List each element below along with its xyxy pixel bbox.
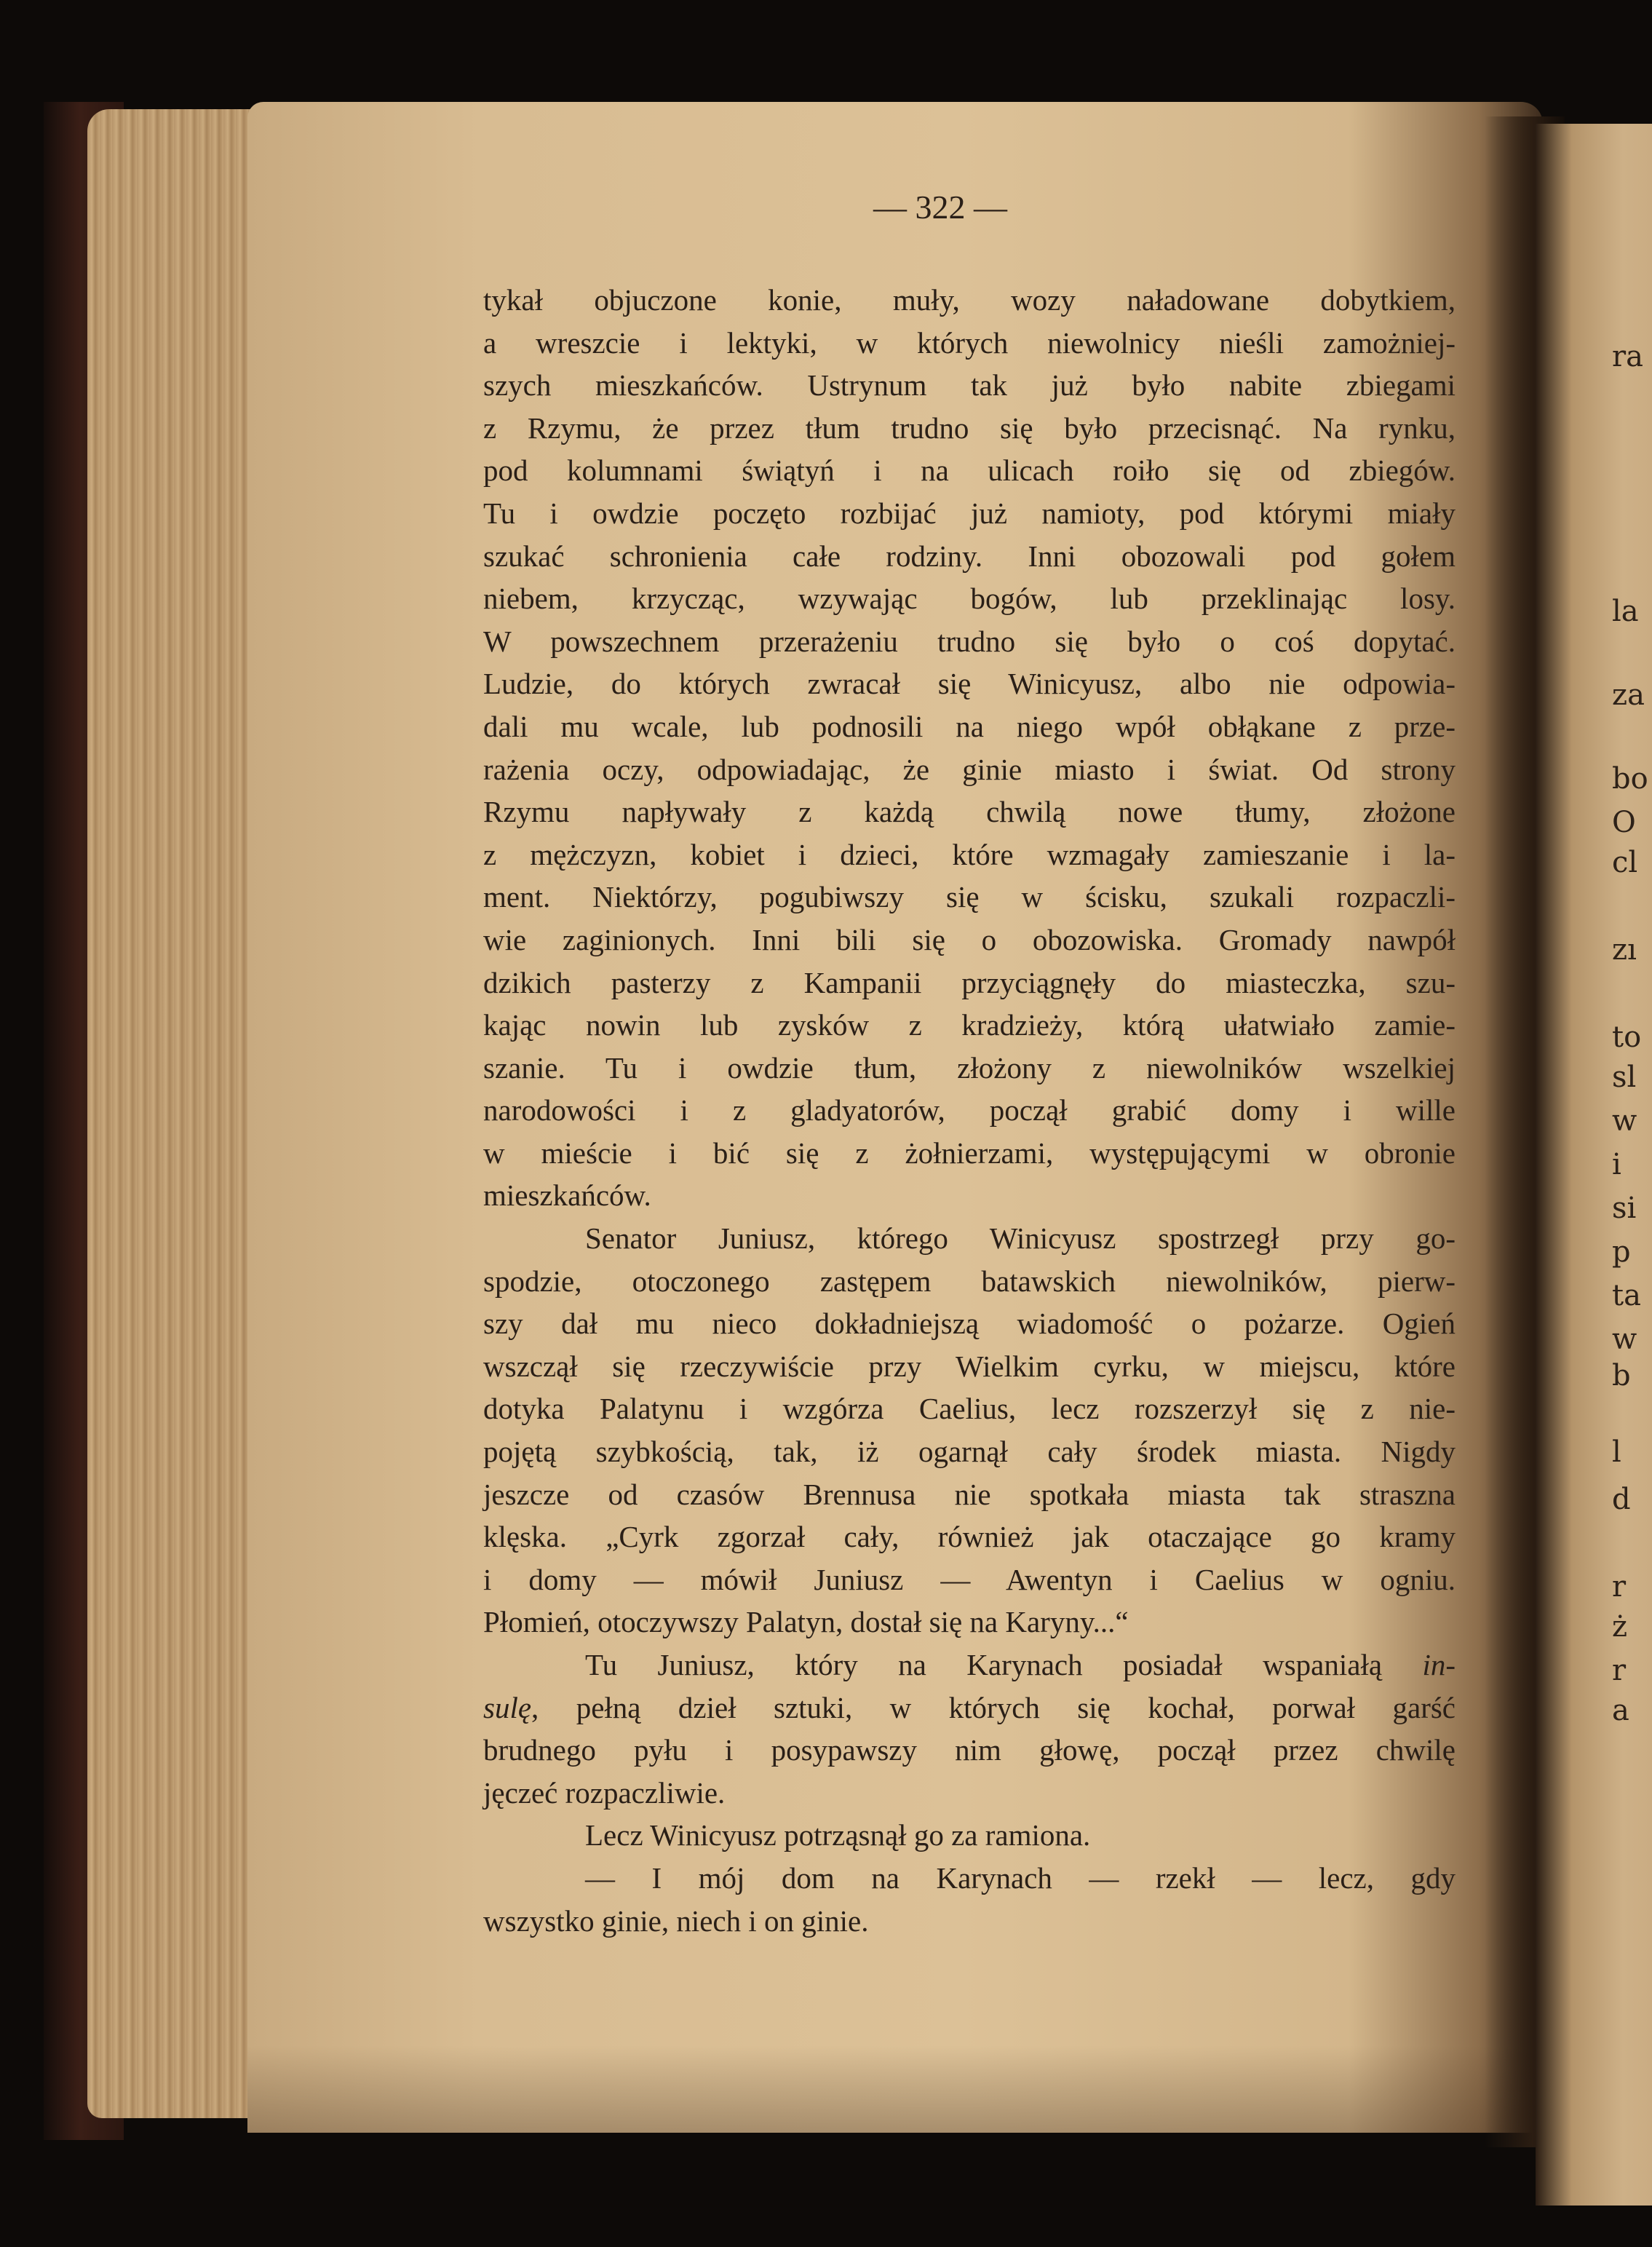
line-text: dotyka Palatynu i wzgórza Caelius, lecz rozszerzył się z nie- (483, 1392, 1456, 1426)
line-text: Tu i owdzie poczęto rozbijać już namioty, pod którymi miały (483, 496, 1456, 530)
text-line (483, 279, 1456, 322)
text-line (483, 1644, 1456, 1687)
line-text: pod kolumnami świątyń i na ulicach roiło się od zbiegów. (483, 453, 1456, 488)
line-text: kając nowin lub zysków z kradzieży, którą ułatwiało zamie- (483, 1008, 1456, 1042)
line-text: i domy — mówił Juniusz — Awentyn i Caelius w ogniu. (483, 1562, 1456, 1596)
text-line (483, 1217, 1456, 1260)
line-text: dali mu wcale, lub podnosili na niego wpół obłąkane z prze- (483, 709, 1456, 743)
text-line (483, 1430, 1456, 1473)
line-text: Rzymu napływały z każdą chwilą nowe tłumy, złożone (483, 795, 1456, 829)
line-text: a wreszcie i lektyki, w których niewolnicy nieśli zamożniej- (483, 325, 1456, 360)
line-text: tykał objuczone konie, muły, wozy naładowane dobytkiem, (483, 283, 1456, 317)
line-text: mieszkańców. (483, 1178, 651, 1213)
facing-page-fragment: i (1612, 1148, 1621, 1181)
text-line (483, 919, 1456, 962)
line-text: jeszcze od czasów Brennusa nie spotkała miasta tak straszna (483, 1477, 1456, 1511)
line-text: Tu Juniusz, który na Karynach posiadał wspaniałą (585, 1648, 1383, 1681)
text-line (483, 1772, 1456, 1815)
text-line (483, 962, 1456, 1004)
line-text: ment. Niektórzy, pogubiwszy się w ścisku, szukali rozpaczli- (483, 880, 1456, 914)
line-text: Płomień, otoczywszy Palatyn, dostał się na Karyny...“ (483, 1605, 1129, 1639)
text-line (483, 1302, 1456, 1345)
text-line (483, 492, 1456, 535)
text-line (483, 1515, 1456, 1558)
line-text: , pełną dzieł sztuki, w których się kochał, porwał garść (531, 1690, 1456, 1724)
facing-page-fragment: p (1612, 1235, 1631, 1269)
line-text: szych mieszkańców. Ustrynum tak już było nabite zbiegami (483, 368, 1456, 403)
italic-word: sulę (483, 1690, 532, 1724)
line-text: W powszechnem przerażeniu trudno się było o coś dopytać. (483, 624, 1456, 658)
line-text: pojętą szybkością, tak, iż ogarnął cały środek miasta. Nigdy (483, 1435, 1456, 1469)
body-text (483, 279, 1456, 1942)
facing-page-fragment: bo (1612, 762, 1648, 796)
text-line (483, 364, 1456, 407)
facing-page-fragment: w (1612, 1323, 1637, 1356)
facing-page-fragment: za (1612, 678, 1645, 712)
text-line (483, 748, 1456, 791)
text-line (483, 1558, 1456, 1601)
line-text: — I mój dom na Karynach — rzekł — lecz, gdy (585, 1860, 1456, 1895)
text-line (483, 322, 1456, 365)
line-text: w mieście i bić się z żołnierzami, występującymi w obronie (483, 1136, 1456, 1170)
text-line (483, 1089, 1456, 1132)
line-text: Senator Juniusz, którego Winicyusz spostrzegł przy go- (585, 1221, 1456, 1256)
page-number: — 322 — (873, 189, 1007, 226)
facing-page-fragment: cl (1612, 846, 1638, 879)
facing-page-fragment: l (1612, 1435, 1621, 1469)
text-line (483, 790, 1456, 833)
facing-page-fragment: ż (1612, 1610, 1628, 1644)
text-line (483, 1814, 1456, 1857)
line-text: wszystko ginie, niech i on ginie. (483, 1903, 869, 1938)
text-line (483, 1857, 1456, 1900)
line-text: klęska. „Cyrk zgorzał cały, również jak otaczające go kramy (483, 1520, 1456, 1554)
facing-page-fragment: si (1612, 1192, 1637, 1225)
text-line (483, 1004, 1456, 1047)
text-line (483, 1047, 1456, 1090)
text-line (483, 1387, 1456, 1430)
text-line (483, 535, 1456, 578)
facing-page-fragment: r (1612, 1570, 1627, 1604)
facing-page-fragment: to (1612, 1021, 1642, 1054)
line-text: rażenia oczy, odpowiadając, że ginie miasto i świat. Od strony (483, 752, 1456, 786)
text-line (483, 1174, 1456, 1217)
text-line (483, 1729, 1456, 1772)
facing-page-fragment: a (1612, 1694, 1629, 1727)
facing-page-fragment: ta (1612, 1279, 1641, 1312)
facing-page-fragment: O (1612, 806, 1636, 839)
facing-page-fragment: w (1612, 1104, 1637, 1138)
text-line (483, 876, 1456, 919)
facing-page-fragment: la (1612, 595, 1639, 628)
line-text: szanie. Tu i owdzie tłum, złożony z niewolników wszelkiej (483, 1050, 1456, 1085)
line-text: spodzie, otoczonego zastępem batawskich niewolników, pierw- (483, 1264, 1456, 1298)
text-line (483, 705, 1456, 748)
text-line (483, 620, 1456, 663)
line-text: Lecz Winicyusz potrząsnął go za ramiona. (585, 1818, 1091, 1852)
text-line (483, 1473, 1456, 1516)
text-line (483, 1260, 1456, 1303)
text-line (483, 1601, 1456, 1644)
text-line (483, 449, 1456, 492)
text-line (483, 577, 1456, 620)
facing-page-fragment: r (1612, 1654, 1627, 1687)
line-text: wszczął się rzeczywiście przy Wielkim cyrku, w miejscu, które (483, 1349, 1456, 1383)
facing-page-fragment: zı (1612, 933, 1637, 967)
line-text: brudnego pyłu i posypawszy nim głowę, począł przez chwilę (483, 1733, 1456, 1767)
text-line (483, 662, 1456, 705)
text-line (483, 1345, 1456, 1388)
line-text: z Rzymu, że przez tłum trudno się było przecisnąć. Na rynku, (483, 411, 1456, 445)
line-text: jęczeć rozpaczliwie. (483, 1775, 726, 1810)
line-text: narodowości i z gladyatorów, począł grabić domy i wille (483, 1093, 1456, 1128)
facing-page-fragment: b (1612, 1359, 1631, 1392)
line-text: Ludzie, do których zwracał się Winicyusz, albo nie odpowia- (483, 667, 1456, 701)
text-line (483, 1132, 1456, 1175)
facing-page-fragment: sl (1612, 1061, 1637, 1094)
line-text: wie zaginionych. Inni bili się o obozowiska. Gromady nawpół (483, 922, 1456, 956)
line-text: szukać schronienia całe rodziny. Inni obozowali pod gołem (483, 539, 1456, 573)
facing-page-fragment: ra (1612, 340, 1643, 373)
facing-page (1536, 124, 1652, 2206)
line-text: niebem, krzycząc, wzywając bogów, lub przeklinając losy. (483, 582, 1456, 616)
line-text: szy dał mu nieco dokładniejszą wiadomość o pożarze. Ogień (483, 1307, 1456, 1341)
text-line (483, 1687, 1456, 1729)
text-line (483, 1900, 1456, 1943)
facing-page-fragment: d (1612, 1483, 1631, 1516)
line-text: z mężczyzn, kobiet i dzieci, które wzmagały zamieszanie i la- (483, 837, 1456, 871)
text-line (483, 407, 1456, 450)
italic-word: in- (1422, 1648, 1456, 1681)
text-line (483, 833, 1456, 876)
line-text: dzikich pasterzy z Kampanii przyciągnęły do miasteczka, szu- (483, 965, 1456, 999)
